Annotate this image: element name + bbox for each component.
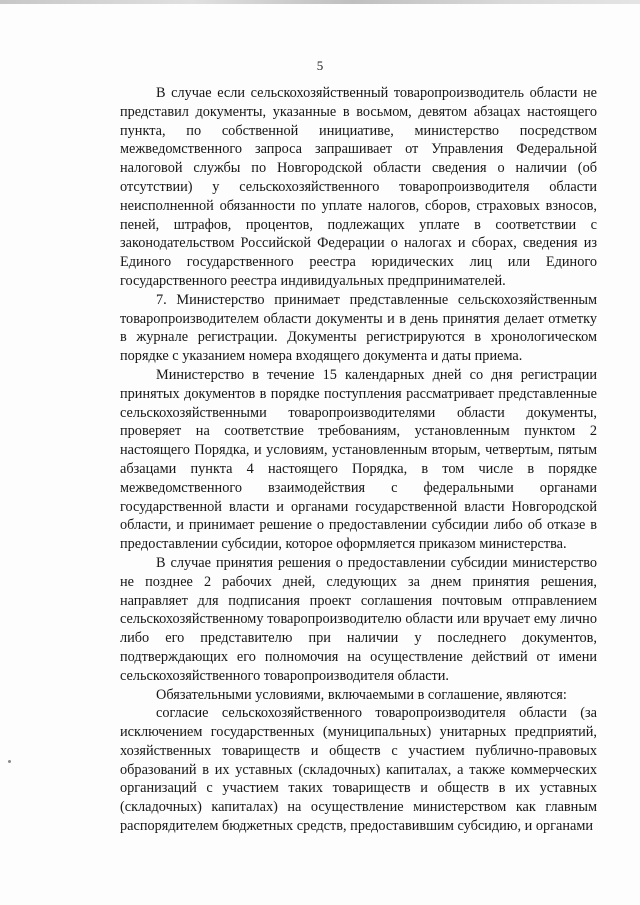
paragraph-mandatory-conditions: Обязательными условиями, включаемыми в соглашение, являются: — [156, 686, 567, 703]
paragraph-consent-condition: согласие сельскохозяйственного товаропроизводителя области (за исключением государственных (муниципальных) унитарных предприятий, хозяйственных товариществ и обществ с участием публично-правовых образований в их уставных (складочных) капиталах, а также коммерческих организаций с участием таких товариществ и обществ в их уставных (складочных) капиталах) на осуществление министерством как главным распорядителем бюджетных средств, предоставившим субсидию, и органами — [120, 705, 597, 835]
scan-margin-dot — [8, 760, 11, 763]
scan-top-edge — [0, 0, 640, 4]
paragraph-review-period: Министерство в течение 15 календарных дней со дня регистрации принятых документов в порядке поступления рассматривает представленные сельскохозяйственными товаропроизводителями области документы, проверяет на соответствие требованиям, установленным пунктом 2 настоящего Порядка, и условиям, установленным вторым, четвертым, пятым абзацами пункта 4 настоящего Порядка, в том числе в порядке межведомственного взаимодействия с федеральными органами государственной власти и органами государственной власти Новгородской области, и принимает решение о предоставлении субсидии либо об отказе в предоставлении субсидии, которое оформляется приказом министерства. — [120, 366, 597, 553]
page-number: 5 — [316, 58, 324, 73]
paragraph-tax-inquiry: В случае если сельскохозяйственный товаропроизводитель области не представил документы, указанные в восьмом, девятом абзацах настоящего пункта, по собственной инициативе, министерство посредством межведомственного запроса запрашивает от Управления Федеральной налоговой службы по Новгородской области сведения о наличии (об отсутствии) у сельскохозяйственного товаропроизводителя области неисполненной обязанности по уплате налогов, сборов, страховых взносов, пеней, штрафов, процентов, подлежащих уплате в соответствии с законодательством Российской Федерации о налогах и сборах, сведения из Единого государственного реестра юридических лиц или Единого государственного реестра индивидуальных предпринимателей. — [120, 85, 597, 289]
paragraph-agreement-sending: В случае принятия решения о предоставлении субсидии министерство не позднее 2 рабочих дней, следующих за днем принятия решения, направляет для подписания проект соглашения почтовым отправлением сельскохозяйственному товаропроизводителю области или вручает ему лично либо его представителю при наличии у последнего документов, подтверждающих его полномочия на осуществление действий от имени сельскохозяйственного товаропроизводителя области. — [120, 554, 597, 684]
paragraph-7-registration: 7. Министерство принимает представленные сельскохозяйственным товаропроизводителем области документы и в день принятия делает отметку в журнале регистрации. Документы регистрируются в хронологическом порядке с указанием номера входящего документа и даты приема. — [120, 291, 597, 365]
document-body — [120, 84, 597, 836]
